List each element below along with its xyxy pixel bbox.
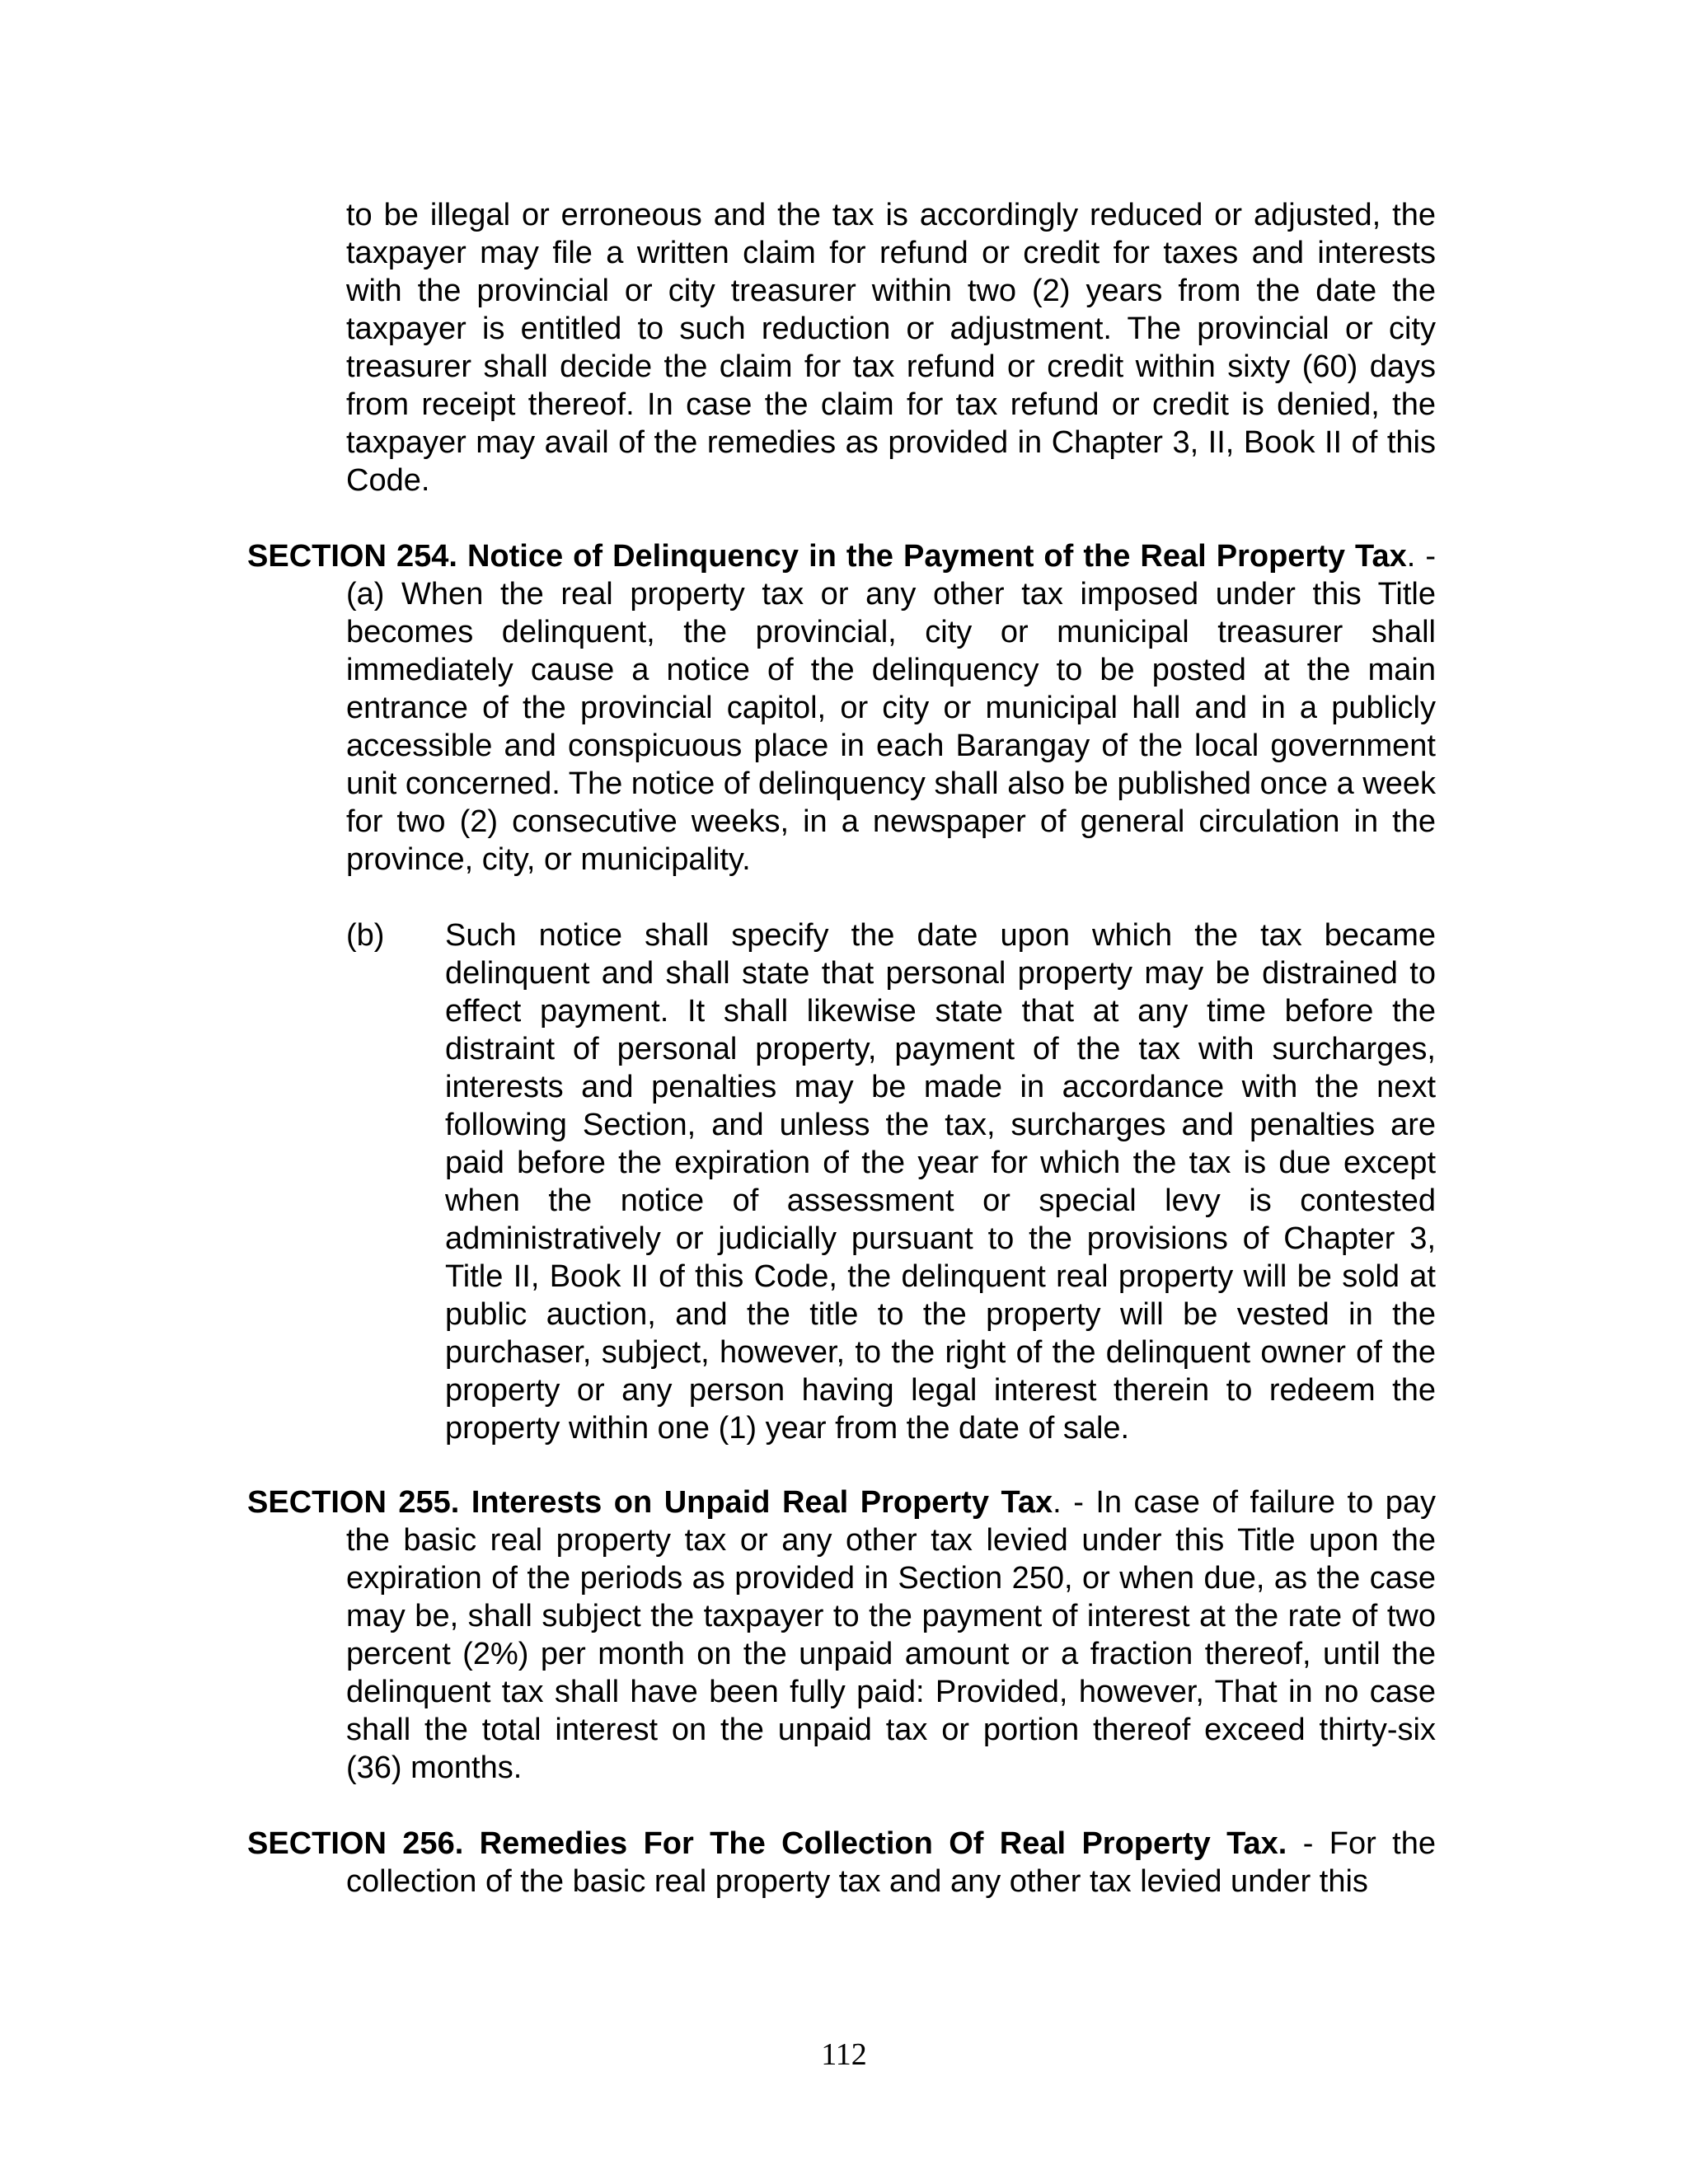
section-254-subparagraph-b <box>346 916 1436 1447</box>
section-255 <box>247 1483 1436 1787</box>
section-255-heading: SECTION 255. Interests on Unpaid Real Property Tax <box>247 1485 1053 1520</box>
section-254-heading: SECTION 254. Notice of Delinquency in the Payment of the Real Property Tax <box>247 539 1407 574</box>
section-254-body: . - (a) When the real property tax or any other tax imposed under this Title becomes delinquent, the provincial, city or municipal treasurer shall immediately cause a notice of the delinquency to be posted at the main entrance of the provincial capitol, or city or municipal hall and in a publicly accessible and conspicuous place in each Barangay of the local government unit concerned. The notice of delinquency shall also be published once a week for two (2) consecutive weeks, in a newspaper of general circulation in the province, city, or municipality. <box>346 539 1436 877</box>
continuation-paragraph: to be illegal or erroneous and the tax is accordingly reduced or adjusted, the taxpayer may file a written claim for refund or credit for taxes and interests with the provincial or city treasurer within two (2) years from the date the taxpayer is entitled to such reduction or adjustment. The provincial or city treasurer shall decide the claim for tax refund or credit within sixty (60) days from receipt thereof. In case the claim for tax refund or credit is denied, the taxpayer may avail of the remedies as provided in Chapter 3, II, Book II of this Code. <box>346 198 1436 498</box>
section-254 <box>247 537 1436 879</box>
section-256-heading: SECTION 256. Remedies For The Collection Of Real Property Tax. <box>247 1826 1287 1861</box>
section-255-body: . - In case of failure to pay the basic real property tax or any other tax levied under this Title upon the expiration of the periods as provided in Section 250, or when due, as the case may be, shall subject the taxpayer to the payment of interest at the rate of two percent (2%) per month on the unpaid amount or a fraction thereof, until the delinquent tax shall have been fully paid: Provided, however, That in no case shall the total interest on the unpaid tax or portion thereof exceed thirty-six (36) months. <box>346 1485 1436 1785</box>
section-256 <box>247 1825 1436 1900</box>
page-number: 112 <box>821 2037 867 2072</box>
subparagraph-body: Such notice shall specify the date upon which the tax became delinquent and shall state that personal property may be distrained to effect payment. It shall likewise state that at any time before the distraint of personal property, payment of the tax with surcharges, interests and penalties may be made in accordance with the next following Section, and unless the tax, surcharges and penalties are paid before the expiration of the year for which the tax is due except when the notice of assessment or special levy is contested administratively or judicially pursuant to the provisions of Chapter 3, Title II, Book II of this Code, the delinquent real property will be sold at public auction, and the title to the property will be vested in the purchaser, subject, however, to the right of the delinquent owner of the property or any person having legal interest therein to redeem the property within one (1) year from the date of sale. <box>445 918 1436 1446</box>
subparagraph-label: (b) <box>346 918 385 953</box>
section-256-body: - For the collection of the basic real property tax and any other tax levied under this <box>346 1826 1437 1899</box>
